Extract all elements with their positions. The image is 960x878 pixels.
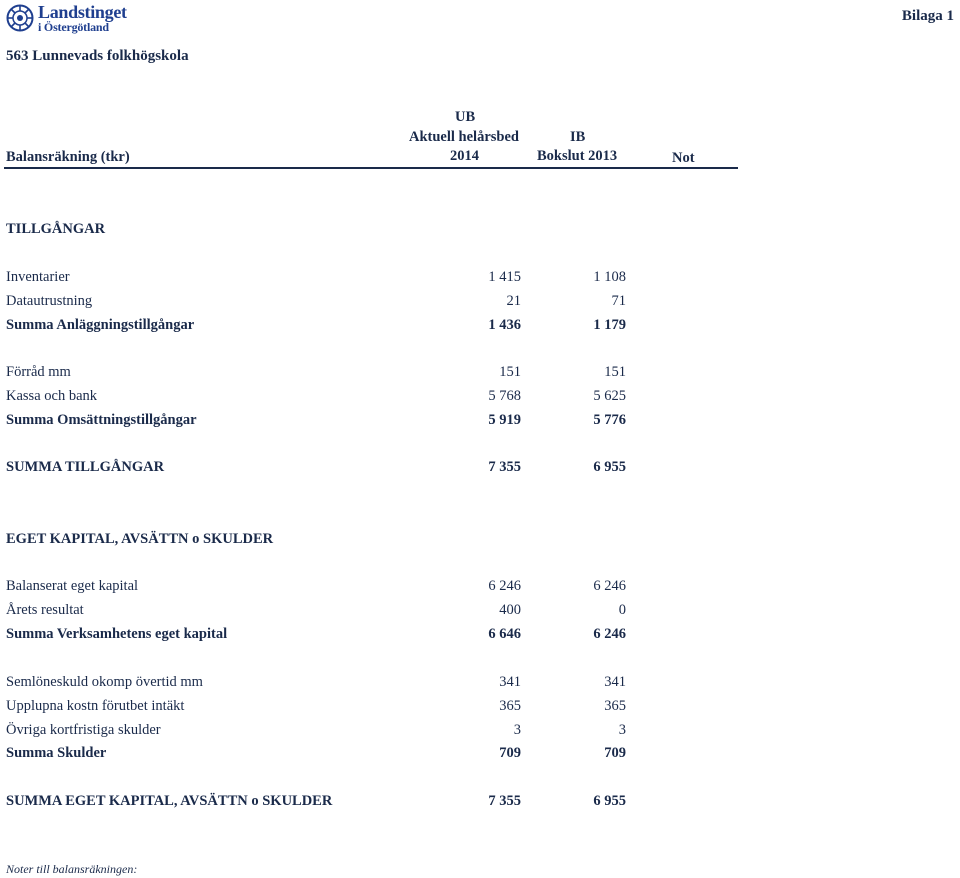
row-ub-value: 21 (506, 293, 521, 309)
table-row (0, 269, 740, 289)
table-row (0, 364, 740, 384)
row-label: Datautrustning (6, 293, 93, 309)
row-label: Summa Omsättningstillgångar (6, 412, 197, 428)
row-ib-value: 5 625 (593, 388, 626, 404)
row-ub-value: 1 436 (488, 317, 521, 333)
row-ib-value: 71 (611, 293, 626, 309)
subtotal-row (0, 745, 740, 765)
table-row (0, 602, 740, 622)
row-label: Semlöneskuld okomp övertid mm (6, 674, 203, 690)
row-ib-value: 6 955 (593, 793, 626, 809)
ub-header-line3: 2014 (450, 148, 479, 164)
notes-heading: Noter till balansräkningen: (6, 862, 138, 876)
row-label: Summa Verksamhetens eget kapital (6, 626, 228, 642)
row-ub-value: 5 919 (488, 412, 521, 428)
row-ib-value: 709 (604, 745, 626, 761)
ub-header-line2: Aktuell helårsbed (409, 129, 519, 145)
row-label: Årets resultat (6, 602, 84, 618)
ib-header-line2: Bokslut 2013 (537, 148, 618, 164)
table-row (0, 674, 740, 694)
row-ib-value: 365 (604, 698, 626, 714)
row-ub-value: 400 (499, 602, 521, 618)
row-ub-value: 6 246 (488, 578, 521, 594)
row-ib-value: 0 (618, 602, 626, 618)
row-label: SUMMA EGET KAPITAL, AVSÄTTN o SKULDER (6, 793, 333, 809)
total-row (0, 459, 740, 479)
logo-name: Landstinget (38, 2, 127, 22)
logo-region: i Östergötland (38, 20, 109, 34)
unit-title: 563 Lunnevads folkhögskola (6, 48, 189, 64)
row-ub-value: 341 (499, 674, 521, 690)
row-ub-value: 7 355 (488, 793, 521, 809)
appendix-label: Bilaga 1 (901, 8, 954, 24)
row-ib-value: 6 246 (593, 578, 626, 594)
row-label: Summa Skulder (6, 745, 107, 761)
row-ib-value: 6 246 (593, 626, 626, 642)
table-row (0, 578, 740, 598)
subtotal-row (0, 626, 740, 646)
total-row (0, 793, 740, 813)
row-ib-value: 6 955 (593, 459, 626, 475)
row-ub-value: 3 (513, 722, 521, 738)
subtotal-row (0, 317, 740, 337)
row-ib-value: 5 776 (593, 412, 626, 428)
row-ib-value: 1 179 (593, 317, 626, 333)
row-label: Kassa och bank (6, 388, 98, 404)
row-ub-value: 709 (499, 745, 521, 761)
ib-header-line1: IB (570, 129, 586, 145)
note-header: Not (672, 150, 695, 166)
table-row (0, 722, 740, 742)
row-ib-value: 341 (604, 674, 626, 690)
row-ub-value: 151 (499, 364, 521, 380)
row-label: Förråd mm (6, 364, 71, 380)
ub-header-line1: UB (455, 109, 476, 125)
row-label: SUMMA TILLGÅNGAR (6, 459, 165, 475)
row-ib-value: 151 (604, 364, 626, 380)
row-label: Övriga kortfristiga skulder (6, 722, 161, 738)
row-ub-value: 6 646 (488, 626, 521, 642)
header-divider (4, 167, 738, 169)
section-assets: TILLGÅNGAR (6, 221, 106, 237)
row-label: Inventarier (6, 269, 70, 285)
row-ub-value: 5 768 (488, 388, 521, 404)
row-ib-value: 1 108 (593, 269, 626, 285)
statement-header: Balansräkning (tkr) (6, 149, 130, 165)
table-row (0, 698, 740, 718)
row-ub-value: 7 355 (488, 459, 521, 475)
row-ib-value: 3 (618, 722, 626, 738)
landstinget-logo (6, 3, 127, 33)
section-equity-liabilities: EGET KAPITAL, AVSÄTTN o SKULDER (6, 531, 274, 547)
table-row (0, 388, 740, 408)
row-ub-value: 1 415 (488, 269, 521, 285)
table-row (0, 293, 740, 313)
subtotal-row (0, 412, 740, 432)
row-label: Summa Anläggningstillgångar (6, 317, 195, 333)
row-label: Balanserat eget kapital (6, 578, 139, 594)
row-label: Upplupna kostn förutbet intäkt (6, 698, 185, 714)
landstinget-emblem-icon (6, 4, 34, 32)
row-ub-value: 365 (499, 698, 521, 714)
